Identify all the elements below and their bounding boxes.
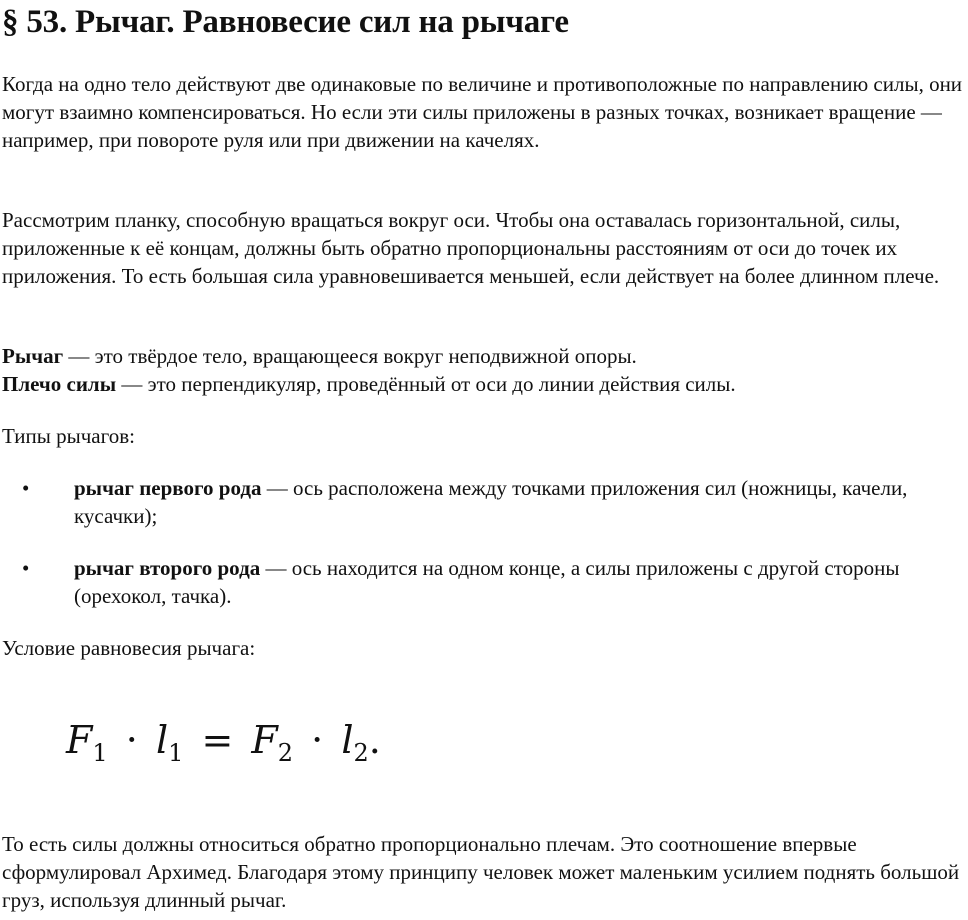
formula-force-symbol: F bbox=[251, 718, 278, 762]
bullet-icon: • bbox=[22, 556, 30, 580]
lever-term: Рычаг bbox=[2, 344, 64, 368]
intro-paragraph: Когда на одно тело действуют две одинаковые по величине и противоположные по направлению силы, они могут взаимно компенсироваться. Но если эти силы приложены в разных точках, возникает вращение — например, при повороте руля или при движении на качелях. bbox=[2, 72, 963, 152]
plank-paragraph: Рассмотрим планку, способную вращаться вокруг оси. Чтобы она оставалась горизонтальной, силы, приложенные к её концам, должны быть обратно пропорциональны расстояниям от оси до точек их приложения. То есть большая сила уравновешивается меньшей, если действует на более длинном плече. bbox=[2, 208, 940, 288]
definitions-block bbox=[2, 342, 964, 398]
conclusion-paragraph: То есть силы должны относиться обратно пропорционально плечам. Это соотношение впервые сформулировал Архимед. Благодаря этому принципу человек может маленьким усилием поднять большой груз, используя длинный рычаг. bbox=[2, 832, 960, 912]
types-heading: Типы рычагов: bbox=[2, 424, 135, 448]
formula-equals: = bbox=[201, 718, 234, 762]
list-item bbox=[2, 474, 964, 530]
equilibrium-formula bbox=[66, 712, 381, 768]
formula-arm-symbol: l bbox=[155, 718, 169, 762]
formula-subscript: 2 bbox=[277, 739, 294, 767]
lever-definition: — это твёрдое тело, вращающееся вокруг неподвижной опоры. bbox=[63, 344, 637, 368]
formula-subscript: 1 bbox=[168, 739, 184, 767]
type-term: рычаг первого рода bbox=[74, 476, 262, 500]
formula-subscript: 2 bbox=[353, 739, 369, 767]
type-term: рычаг второго рода bbox=[74, 556, 261, 580]
formula-force-symbol: F bbox=[66, 718, 93, 762]
bullet-icon: • bbox=[22, 476, 30, 500]
formula-dot: · bbox=[311, 718, 324, 762]
arm-definition: — это перпендикуляр, проведённый от оси до линии действия силы. bbox=[116, 372, 736, 396]
formula-arm-symbol: l bbox=[341, 718, 354, 762]
formula-dot: · bbox=[125, 718, 138, 762]
type-description: — ось расположена между точками приложения сил (ножницы, качели, кусачки); bbox=[74, 476, 908, 528]
lever-types-list bbox=[2, 474, 964, 634]
arm-term: Плечо силы bbox=[2, 372, 117, 396]
formula-subscript: 1 bbox=[92, 739, 108, 767]
page-title: § 53. Рычаг. Равновесие сил на рычаге bbox=[2, 4, 569, 40]
equilibrium-heading: Условие равновесия рычага: bbox=[2, 636, 256, 660]
list-item bbox=[2, 554, 964, 610]
type-description: — ось находится на одном конце, а силы приложены с другой стороны (орехокол, тачка). bbox=[74, 556, 900, 608]
formula-period: . bbox=[368, 718, 381, 762]
